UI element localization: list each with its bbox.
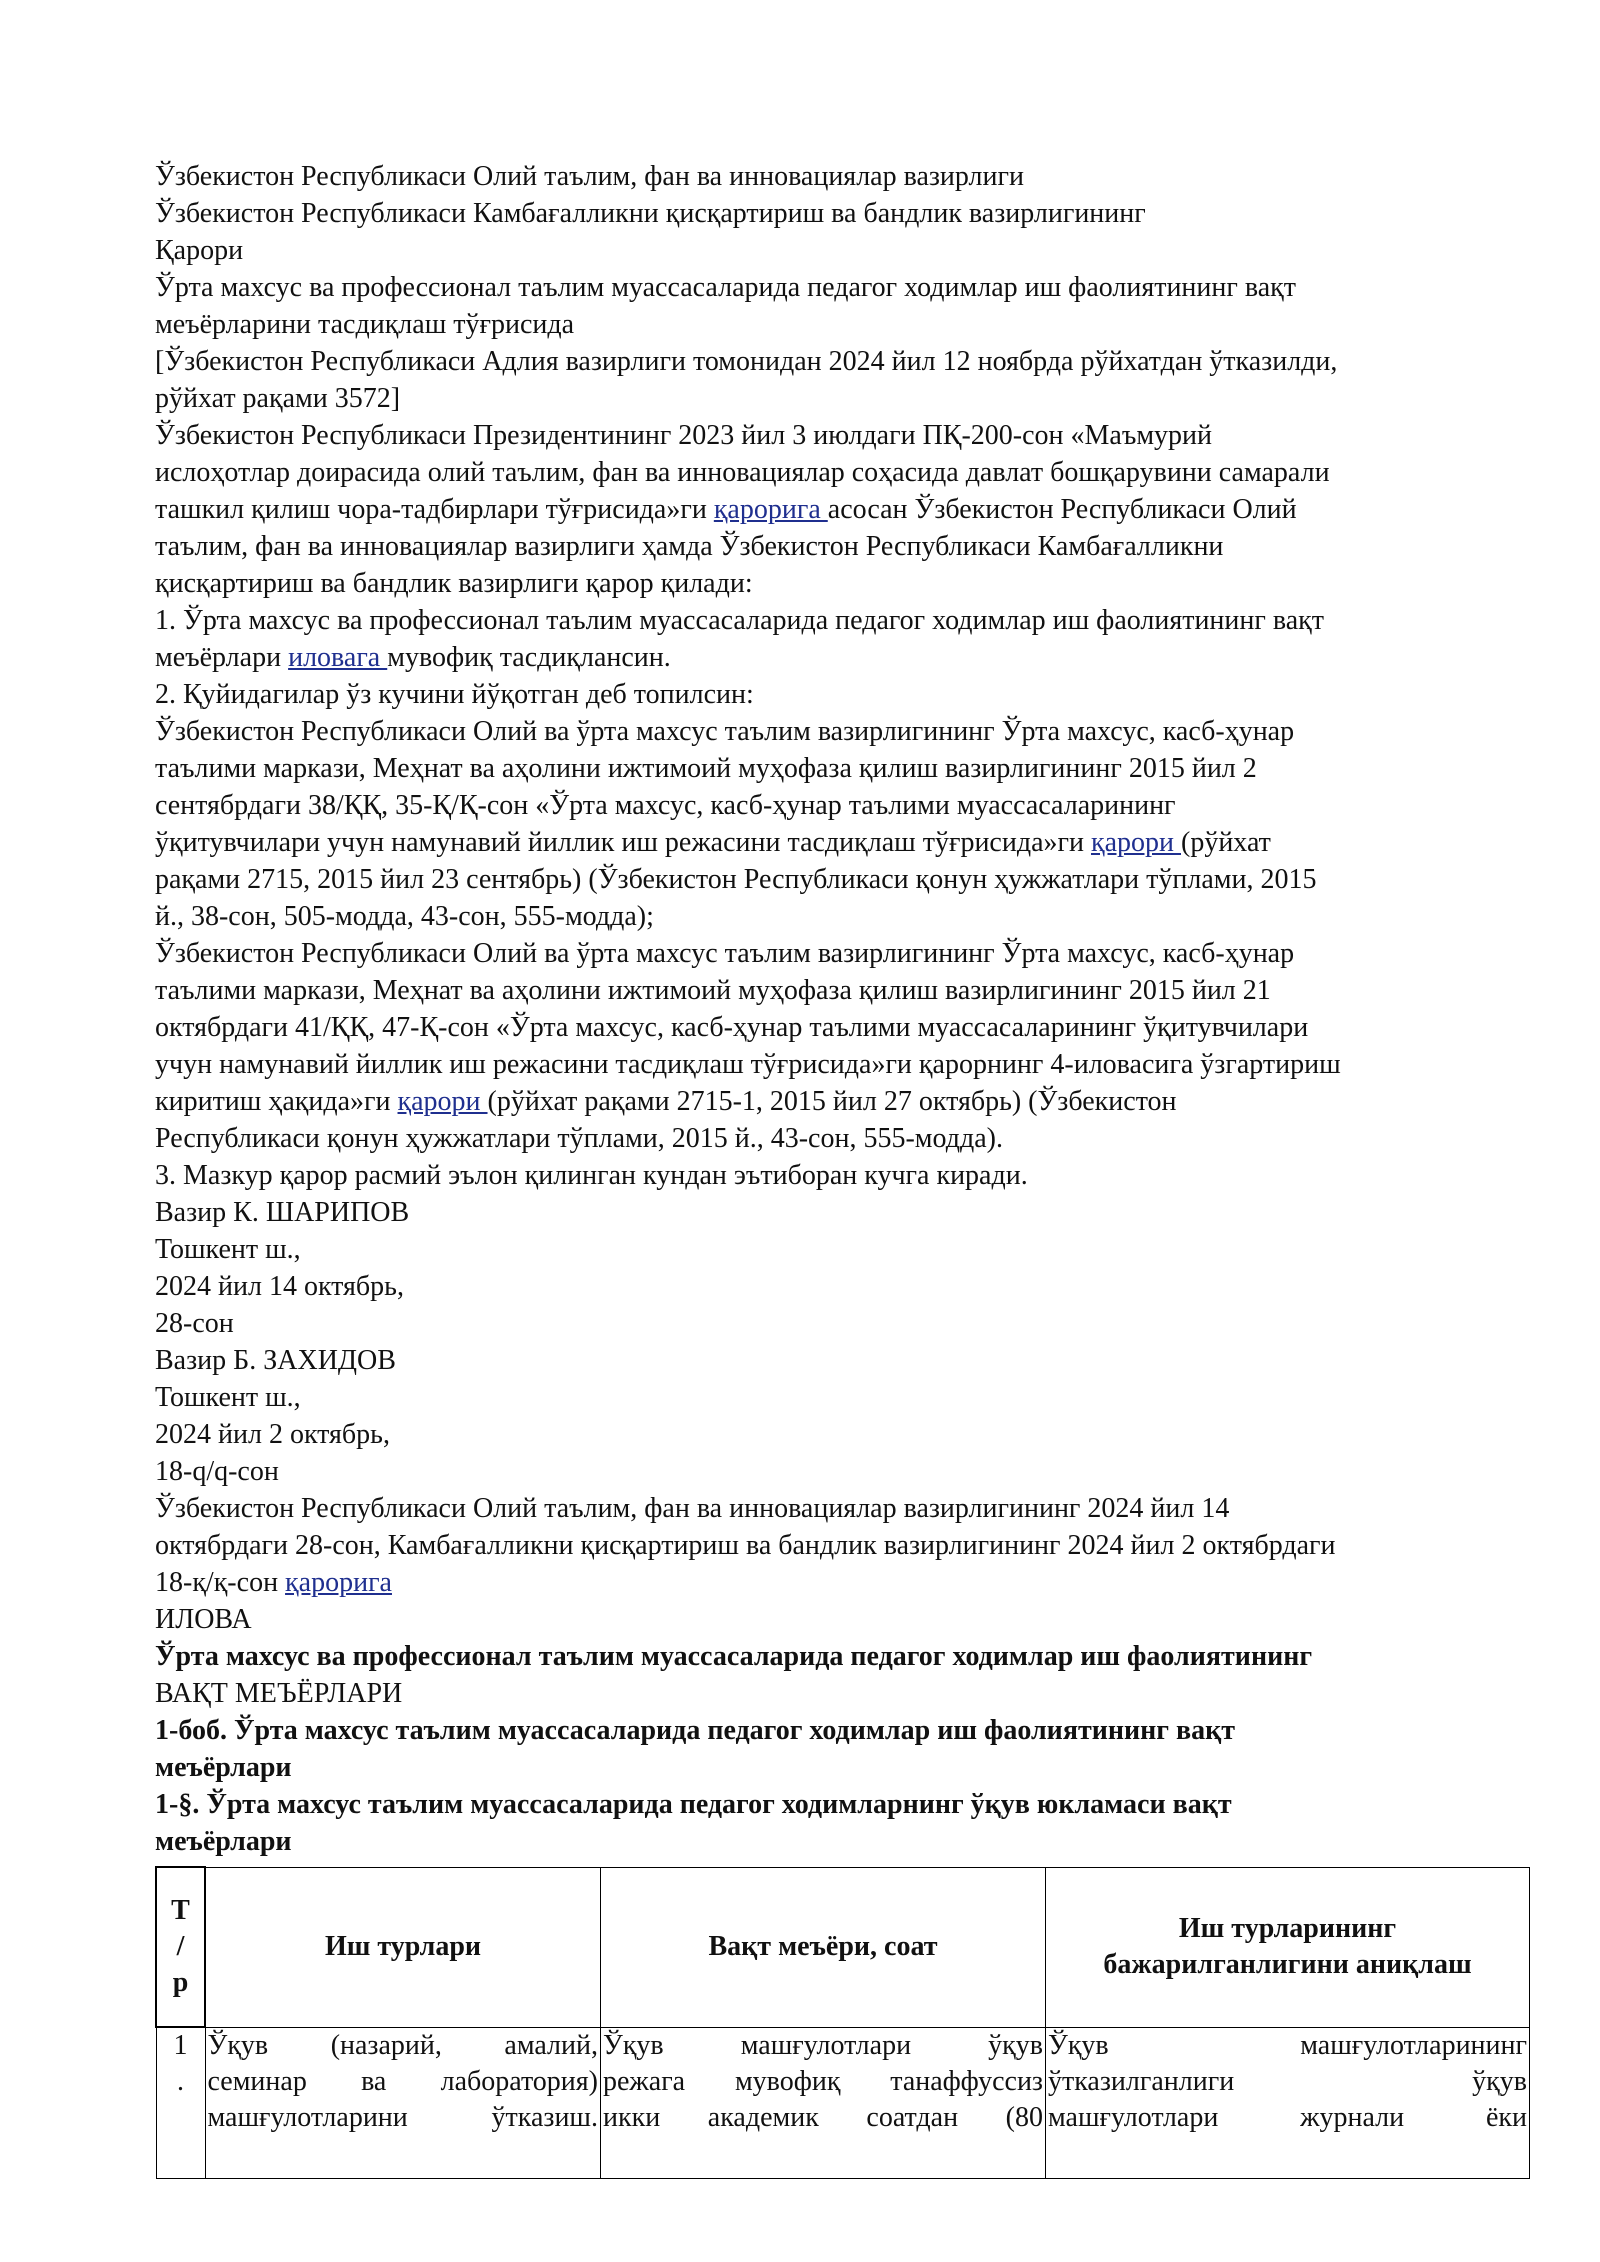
annex-ref-line-3 [155,1564,1530,1601]
item-2-para-2-line-5 [155,1083,1530,1120]
preamble-text-after: асосан Ўзбекистон Республикаси Олий [827,494,1297,525]
item-2-line-1: 2. Қуйидагилар ўз кучини йўқотган деб топилсин: [155,679,754,710]
table-row [156,2027,1530,2178]
header-verification: Иш турларининг бажарилганлигини аниқлаш [1046,1867,1530,2027]
signature-2-date: 2024 йил 2 октябрь, [155,1419,390,1450]
header-num: Т / р [156,1867,205,2027]
item-3: 3. Мазкур қарор расмий эълон қилинган кундан эътиборан кучга киради. [155,1160,1028,1191]
item-2-para-1-line-1: Ўзбекистон Республикаси Олий ва ўрта махсус таълим вазирлигининг Ўрта махсус, касб-ҳунар [155,716,1295,747]
decree-label: Қарори [155,235,244,266]
item-2-para-1-text-after: (рўйхат [1181,827,1271,858]
item-1-text-after: мувофиқ тасдиқлансин. [387,642,671,673]
chapter-heading-line-1: 1-боб. Ўрта махсус таълим муассасаларида педагог ходимлар иш фаолиятининг вақт [155,1715,1235,1746]
registration-line-2: рўйхат рақами 3572] [155,383,401,414]
decree-link[interactable]: қарорига [713,494,828,525]
signature-2-minister: Вазир Б. ЗАХИДОВ [155,1345,396,1376]
preamble-line-5: қисқартириш ва бандлик вазирлиги қарор қилади: [155,568,753,599]
annex-label: ИЛОВА [155,1604,252,1635]
annex-ref-text: 18-қ/қ-сон [155,1567,279,1598]
item-2-para-2-line-3: октябрдаги 41/ҚҚ, 47-Қ-сон «Ўрта махсус, касб-ҳунар таълими муассасаларининг ўқитувчилари [155,1012,1309,1043]
preamble-line-2: ислоҳотлар доирасида олий таълим, фан ва инновациялар соҳасида давлат бошқарувини самарали [155,457,1330,488]
annex-ref-line-1: Ўзбекистон Республикаси Олий таълим, фан ва инновациялар вазирлигининг 2024 йил 14 [155,1493,1230,1524]
item-2-para-2-text-after: (рўйхат рақами 2715-1, 2015 йил 27 октябрь) (Ўзбекистон [487,1086,1177,1117]
row-work-type: Ўқув (назарий, амалий, семинар ва лаборатория) машғулотларини ўтказиш. [205,2027,601,2178]
signature-1-minister: Вазир К. ШАРИПОВ [155,1197,410,1228]
decree-reference-link[interactable]: қарорига [285,1567,392,1598]
annex-title: Ўрта махсус ва профессионал таълим муассасаларида педагог ходимлар иш фаолиятининг [155,1641,1313,1672]
document-page [155,158,1530,2179]
decree-title-line-1: Ўрта махсус ва профессионал таълим муассасаларида педагог ходимлар иш фаолиятининг вақт [155,272,1296,303]
signature-2-city: Тошкент ш., [155,1382,301,1413]
signature-1-number: 28-сон [155,1308,234,1339]
ministry-line-2: Ўзбекистон Республикаси Камбағалликни қисқартириш ва бандлик вазирлигининг [155,198,1146,229]
item-2-para-1-line-4 [155,824,1530,861]
signature-1-date: 2024 йил 14 октябрь, [155,1271,404,1302]
repealed-decree-link-1[interactable]: қарори [1090,827,1181,858]
item-2-para-1-text: ўқитувчилари учун намунавий йиллик иш режасини тасдиқлаш тўғрисида»ги [155,827,1084,858]
item-2-para-2-line-1: Ўзбекистон Республикаси Олий ва ўрта махсус таълим вазирлигининг Ўрта махсус, касб-ҳунар [155,938,1295,969]
annex-ref-line-2: октябрдаги 28-сон, Камбағалликни қисқартириш ва бандлик вазирлигининг 2024 йил 2 октябрдаги [155,1530,1336,1561]
signature-2-number: 18-q/q-сон [155,1456,279,1487]
preamble-line-3 [155,491,1530,528]
annex-subtitle: ВАҚТ МЕЪЁРЛАРИ [155,1678,403,1709]
time-norms-table [155,1866,1530,2179]
item-2-para-2-line-6: Республикаси қонун ҳужжатлари тўплами, 2015 й., 43-сон, 555-модда). [155,1123,1003,1154]
table-header-row [156,1867,1530,2027]
header-work-types: Иш турлари [205,1867,601,2027]
decree-title-line-2: меъёрларини тасдиқлаш тўғрисида [155,309,575,340]
item-1-line-1: 1. Ўрта махсус ва профессионал таълим муассасаларида педагог ходимлар иш фаолиятининг вақт [155,605,1324,636]
registration-line-1: [Ўзбекистон Республикаси Адлия вазирлиги томонидан 2024 йил 12 ноябрда рўйхатдан ўтказилди, [155,346,1338,377]
preamble-line-1: Ўзбекистон Республикаси Президентининг 2023 йил 3 июлдаги ПҚ-200-сон «Маъмурий [155,420,1213,451]
item-2-para-1-line-5: рақами 2715, 2015 йил 23 сентябрь) (Ўзбекистон Республикаси қонун ҳужжатлари тўплами, 2015 [155,864,1317,895]
header-time-norm: Вақт меъёри, соат [601,1867,1046,2027]
preamble-text: ташкил қилиш чора-тадбирлари тўғрисида»ги [155,494,707,525]
chapter-heading-line-2: меъёрлари [155,1752,292,1783]
row-verification: Ўқув машғулотларининг ўтказилганлиги ўқув машғулотлари журнали ёки [1046,2027,1530,2178]
item-1-text: меъёрлари [155,642,282,673]
annex-link[interactable]: иловага [288,642,388,673]
row-number: 1 . [156,2027,205,2178]
ministry-line-1: Ўзбекистон Республикаси Олий таълим, фан ва инновациялар вазирлиги [155,161,1024,192]
row-time-norm: Ўқув машғулотлари ўқув режага мувофиқ танаффуссиз икки академик соатдан (80 [601,2027,1046,2178]
preamble-line-4: таълим, фан ва инновациялар вазирлиги ҳамда Ўзбекистон Республикаси Камбағалликни [155,531,1224,562]
item-2-para-2-text: киритиш ҳақида»ги [155,1086,391,1117]
item-1-line-2 [155,639,1530,676]
item-2-para-1-line-3: сентябрдаги 38/ҚҚ, 35-Қ/Қ-сон «Ўрта махсус, касб-ҳунар таълими муассасаларининг [155,790,1176,821]
repealed-decree-link-2[interactable]: қарори [397,1086,488,1117]
item-2-para-2-line-2: таълими маркази, Меҳнат ва аҳолини ижтимоий муҳофаза қилиш вазирлигининг 2015 йил 21 [155,975,1271,1006]
item-2-para-1-line-2: таълими маркази, Меҳнат ва аҳолини ижтимоий муҳофаза қилиш вазирлигининг 2015 йил 2 [155,753,1257,784]
item-2-para-1-line-6: й., 38-сон, 505-модда, 43-сон, 555-модда); [155,901,654,932]
signature-1-city: Тошкент ш., [155,1234,301,1265]
item-2-para-2-line-4: учун намунавий йиллик иш режасини тасдиқлаш тўғрисида»ги қарорнинг 4-иловасига ўзгартириш [155,1049,1341,1080]
section-heading-line-1: 1-§. Ўрта махсус таълим муассасаларида педагог ходимларнинг ўқув юкламаси вақт [155,1789,1232,1820]
section-heading-line-2: меъёрлари [155,1826,292,1857]
